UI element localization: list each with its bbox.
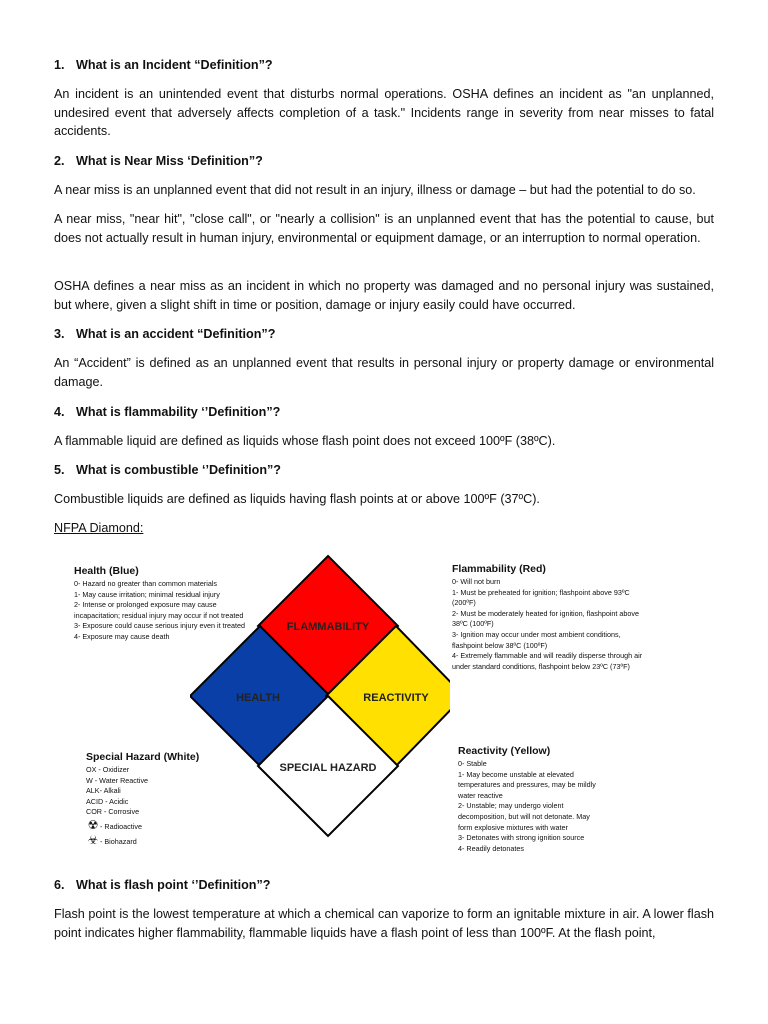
heading-combustible: 5. What is combustible ‘’Definition”? bbox=[54, 463, 281, 477]
nfpa-diamond-figure bbox=[54, 548, 714, 860]
paragraph-near-miss-2: A near miss, "near hit", "close call", or "nearly a collision" is an unplanned event that has the potential to cause, but does not actually result in human injury, environmental or equipment damage, or an interruption to normal operation. bbox=[54, 212, 714, 245]
health-line: 2- Intense or prolonged exposure may cause bbox=[74, 600, 217, 610]
flammability-line: (200ºF) bbox=[452, 598, 476, 608]
special-line: ACID - Acidic bbox=[86, 796, 129, 806]
reactivity-line: temperatures and pressures, may be mildly bbox=[458, 780, 596, 790]
flammability-line: 1- Must be preheated for ignition; flashpoint above 93ºC bbox=[452, 587, 630, 597]
reactivity-line: 2- Unstable; may undergo violent bbox=[458, 801, 564, 811]
paragraph-flash-point: Flash point is the lowest temperature at which a chemical can vaporize to form an ignitable mixture in air. A lower flash point indicates higher flammability, flammable liquids have a flash point of less than 100ºF. At the flash point, bbox=[54, 907, 714, 940]
reactivity-line: 3- Detonates with strong ignition source bbox=[458, 833, 585, 843]
reactivity-label: REACTIVITY bbox=[363, 692, 429, 704]
flammability-line: 0- Will not burn bbox=[452, 577, 501, 586]
biohazard-icon: ☣ bbox=[87, 832, 99, 847]
flammability-line: 2- Must be moderately heated for ignition, flashpoint above bbox=[452, 608, 639, 618]
special-line: COR - Corrosive bbox=[86, 807, 140, 817]
health-line: incapacitation; residual injury may occur if not treated bbox=[74, 610, 244, 620]
health-label: HEALTH bbox=[236, 692, 280, 704]
heading-accident: 3. What is an accident “Definition”? bbox=[54, 327, 276, 341]
heading-incident: 1. What is an Incident “Definition”? bbox=[54, 58, 273, 72]
flammability-line: flashpoint below 38ºC (100ºF) bbox=[452, 640, 548, 650]
paragraph-incident: An incident is an unintended event that disturbs normal operations. OSHA defines an incident as "an unplanned, undesired event that adversely affects completion of a task." Incidents range in severity from near misses to fatal accidents. bbox=[54, 87, 714, 138]
reactivity-line: water reactive bbox=[458, 790, 503, 800]
heading-flash-point: 6. What is flash point ‘’Definition”? bbox=[54, 878, 271, 892]
health-line: 1- May cause irritation; minimal residual injury bbox=[74, 589, 220, 599]
paragraph-combustible: Combustible liquids are defined as liquids having flash points at or above 100ºF (37ºC). bbox=[54, 492, 540, 506]
special-line: OX - Oxidizer bbox=[86, 765, 130, 774]
reactivity-legend: Reactivity (Yellow) 0- Stable 1- May become unstable at elevated temperatures and pressures, may be mildly water reactive 2- Unstable; may undergo violent decomposition, but will not detonate. May form explosive mixtures with water 3- Detonates with strong ignition source 4- Readily detonates bbox=[458, 745, 596, 853]
reactivity-line: 1- May become unstable at elevated bbox=[458, 769, 574, 779]
flammability-line: 38ºC (100ºF) bbox=[452, 619, 494, 629]
paragraph-near-miss-3: OSHA defines a near miss as an incident in which no property was damaged and no personal injury was sustained, but where, given a slight shift in time or position, damage or injury easily could have occurred. bbox=[54, 279, 714, 312]
flammability-label: FLAMMABILITY bbox=[286, 621, 370, 633]
health-line: 4- Exposure may cause death bbox=[74, 631, 170, 641]
flammability-line: 3- Ignition may occur under most ambient conditions, bbox=[452, 629, 621, 639]
health-line: 0- Hazard no greater than common materials bbox=[74, 579, 218, 588]
paragraph-accident: An “Accident” is defined as an unplanned event that results in personal injury or property damage or environmental damage. bbox=[54, 356, 714, 389]
nfpa-label: NFPA Diamond: bbox=[54, 521, 144, 535]
reactivity-line: form explosive mixtures with water bbox=[458, 822, 568, 832]
flammability-line: 4- Extremely flammable and will readily disperse through air bbox=[452, 651, 643, 661]
reactivity-line: 4- Readily detonates bbox=[458, 843, 524, 853]
special-line: W - Water Reactive bbox=[86, 775, 149, 785]
special-hazard-label: SPECIAL HAZARD bbox=[279, 762, 377, 774]
reactivity-line: decomposition, but will not detonate. May bbox=[458, 811, 590, 821]
reactivity-line: 0- Stable bbox=[458, 759, 487, 768]
health-line: 3- Exposure could cause serious injury even it treated bbox=[74, 621, 245, 631]
paragraph-near-miss-1: A near miss is an unplanned event that did not result in an injury, illness or damage – but had the potential to do so. bbox=[54, 183, 696, 197]
flammability-line: under standard conditions, flashpoint below 23ºC (73ºF) bbox=[452, 661, 630, 671]
special-line: ALK- Alkali bbox=[86, 786, 121, 796]
radioactive-icon: ☢ bbox=[87, 817, 99, 832]
heading-flammability: 4. What is flammability ‘’Definition”? bbox=[54, 405, 281, 419]
paragraph-flammability: A flammable liquid are defined as liquids whose flash point does not exceed 100ºF (38ºC). bbox=[54, 434, 556, 448]
health-legend: Health (Blue) 0- Hazard no greater than common materials 1- May cause irritation; minimal residual injury 2- Intense or prolonged exposure may cause incapacitation; residual injury may occur if not treated 3- Exposure could cause serious injury even it treated 4- Exposure may cause death bbox=[74, 565, 245, 641]
special-hazard-legend: Special Hazard (White) OX - Oxidizer W - Water Reactive ALK- Alkali ACID - Acidic COR - Corrosive ☢ - Radioactive ☣ - Biohazard bbox=[86, 751, 200, 847]
flammability-legend: Flammability (Red) 0- Will not burn 1- Must be preheated for ignition; flashpoint above 93ºC (200ºF) 2- Must be moderately heated for ignition, flashpoint above 38ºC (100ºF) 3- Ignition may occur under most ambient conditions, flashpoint below 38ºC (100ºF) 4- Extremely flammable and will readily disperse through air under standard conditions, flashpoint below 23ºC (73ºF) bbox=[452, 563, 643, 671]
heading-near-miss: 2. What is Near Miss ‘Definition”? bbox=[54, 154, 263, 168]
